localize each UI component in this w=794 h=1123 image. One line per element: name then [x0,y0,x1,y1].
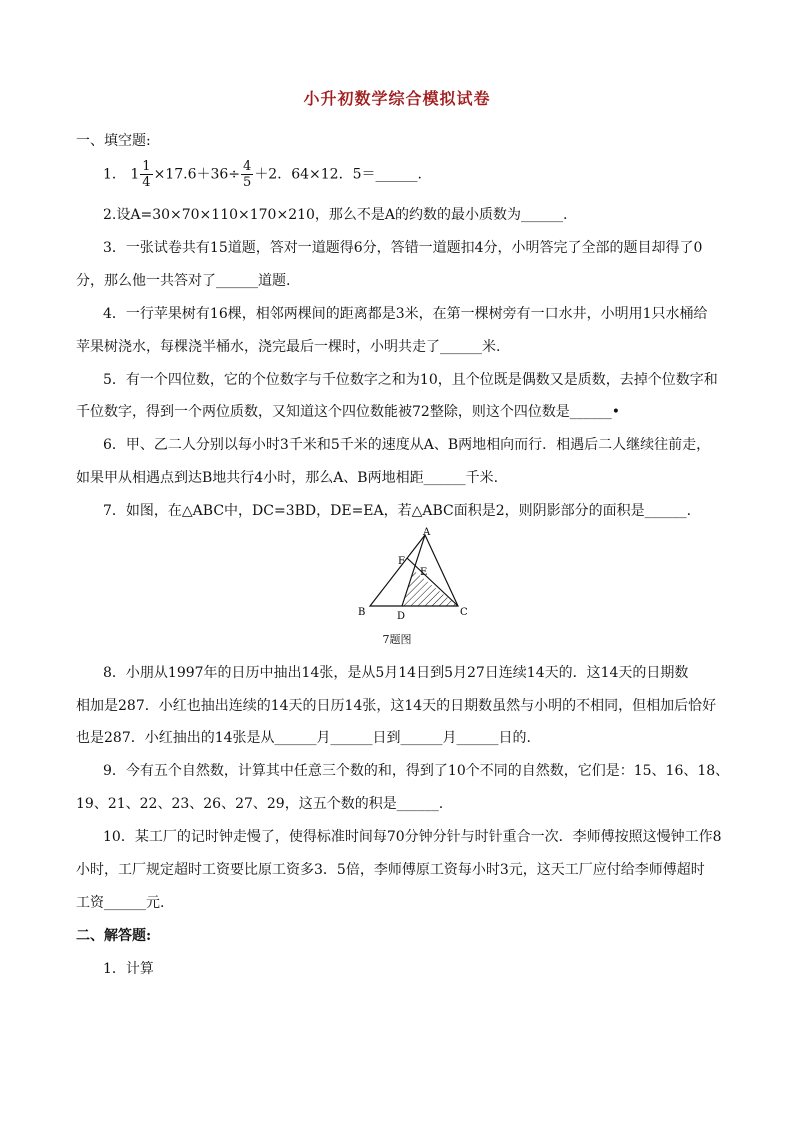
section-fill-in-blanks: 一、填空题: [76,133,151,149]
question-7: 7．如图，在△ABC中，DC=3BD，DE=EA，若△ABC面积是2，则阴影部分的面积是______. [103,503,692,519]
question-1-fraction-2 [241,160,253,189]
question-6-line-1: 6．甲、乙二人分别以每小时3千米和5千米的速度从A、B两地相向而行．相遇后二人继续往前走， [103,437,711,453]
question-4-line-1: 4．一行苹果树有16棵，相邻两棵间的距离都是3米，在第一棵树旁有一口水井，小明用1只水桶给 [103,306,708,322]
question-9-line-2: 19、21、22、23、26、27、29，这五个数的积是______. [76,796,444,812]
question-5-line-2: 千位数字，得到一个两位质数，又知道这个四位数能被72整除，则这个四位数是______• [76,404,621,420]
question-10-line-1: 10．某工厂的记时钟走慢了，使得标准时间每70分钟分针与时针重合一次．李师傅按照这慢钟工作8 [103,829,722,845]
question-5-line-1: 5．有一个四位数，它的个位数字与千位数字之和为10，且个位既是偶数又是质数，去掉个位数字和 [103,372,718,388]
section-solutions: 二、解答题: [76,928,152,944]
fraction-1-numerator: 1 [142,159,151,174]
question-8-line-1: 8．小朋从1997年的日历中抽出14张，是从5月14日到5月27日连续14天的．这14天的日期数 [103,665,689,681]
question-10-line-3: 工资______元. [76,895,165,911]
question-1-whole: 1 [130,166,140,183]
question-2: 2.设A=30×70×110×170×210，那么不是A的约数的最小质数为______. [103,207,568,223]
fraction-2-denominator: 5 [243,175,252,190]
label-a: A [423,527,431,538]
question-3-line-1: 3．一张试卷共有15道题，答对一道题得6分，答错一道题扣4分，小明答完了全部的题目却得了0 [103,240,703,256]
label-c: C [460,607,468,618]
question-1-tail: ＋2．64×12．5＝______. [254,166,422,183]
triangle-figure [350,525,480,625]
question-1-mid: ×17.6＋36÷ [153,166,241,183]
figure-caption: 7题图 [382,633,412,646]
fraction-2-numerator: 4 [243,159,252,174]
label-b: B [358,607,366,618]
question-8-line-3: 也是287．小红抽出的14张是从______月______日到______月______日的. [76,730,531,746]
solution-question-1: 1．计算 [103,961,154,977]
question-1 [103,160,422,189]
question-3-line-2: 分，那么他一共答对了______道题. [76,273,291,289]
question-6-line-2: 如果甲从相遇点到达B地共行4小时，那么A、B两地相距______千米. [76,470,499,486]
question-8-line-2: 相加是287．小红也抽出连续的14天的日历14张，这14天的日期数虽然与小明的不相同，但相加后恰好 [76,698,717,714]
question-9-line-1: 9．今有五个自然数，计算其中任意三个数的和，得到了10个不同的自然数，它们是：15、16、18、 [103,763,730,779]
label-d: D [397,611,406,622]
question-4-line-2: 苹果树浇水，每棵浇半桶水，浇完最后一棵时，小明共走了______米. [76,339,501,355]
question-1-number: 1． [103,166,126,183]
label-e: E [420,567,428,578]
question-10-line-2: 小时，工厂规定超时工资要比原工资多3．5倍，李师傅原工资每小时3元，这天工厂应付给李师傅超时 [76,862,705,878]
question-1-fraction-1 [140,160,152,189]
label-f: F [398,556,405,567]
fraction-1-denominator: 4 [142,175,151,190]
page-title: 小升初数学综合模拟试卷 [303,89,491,108]
